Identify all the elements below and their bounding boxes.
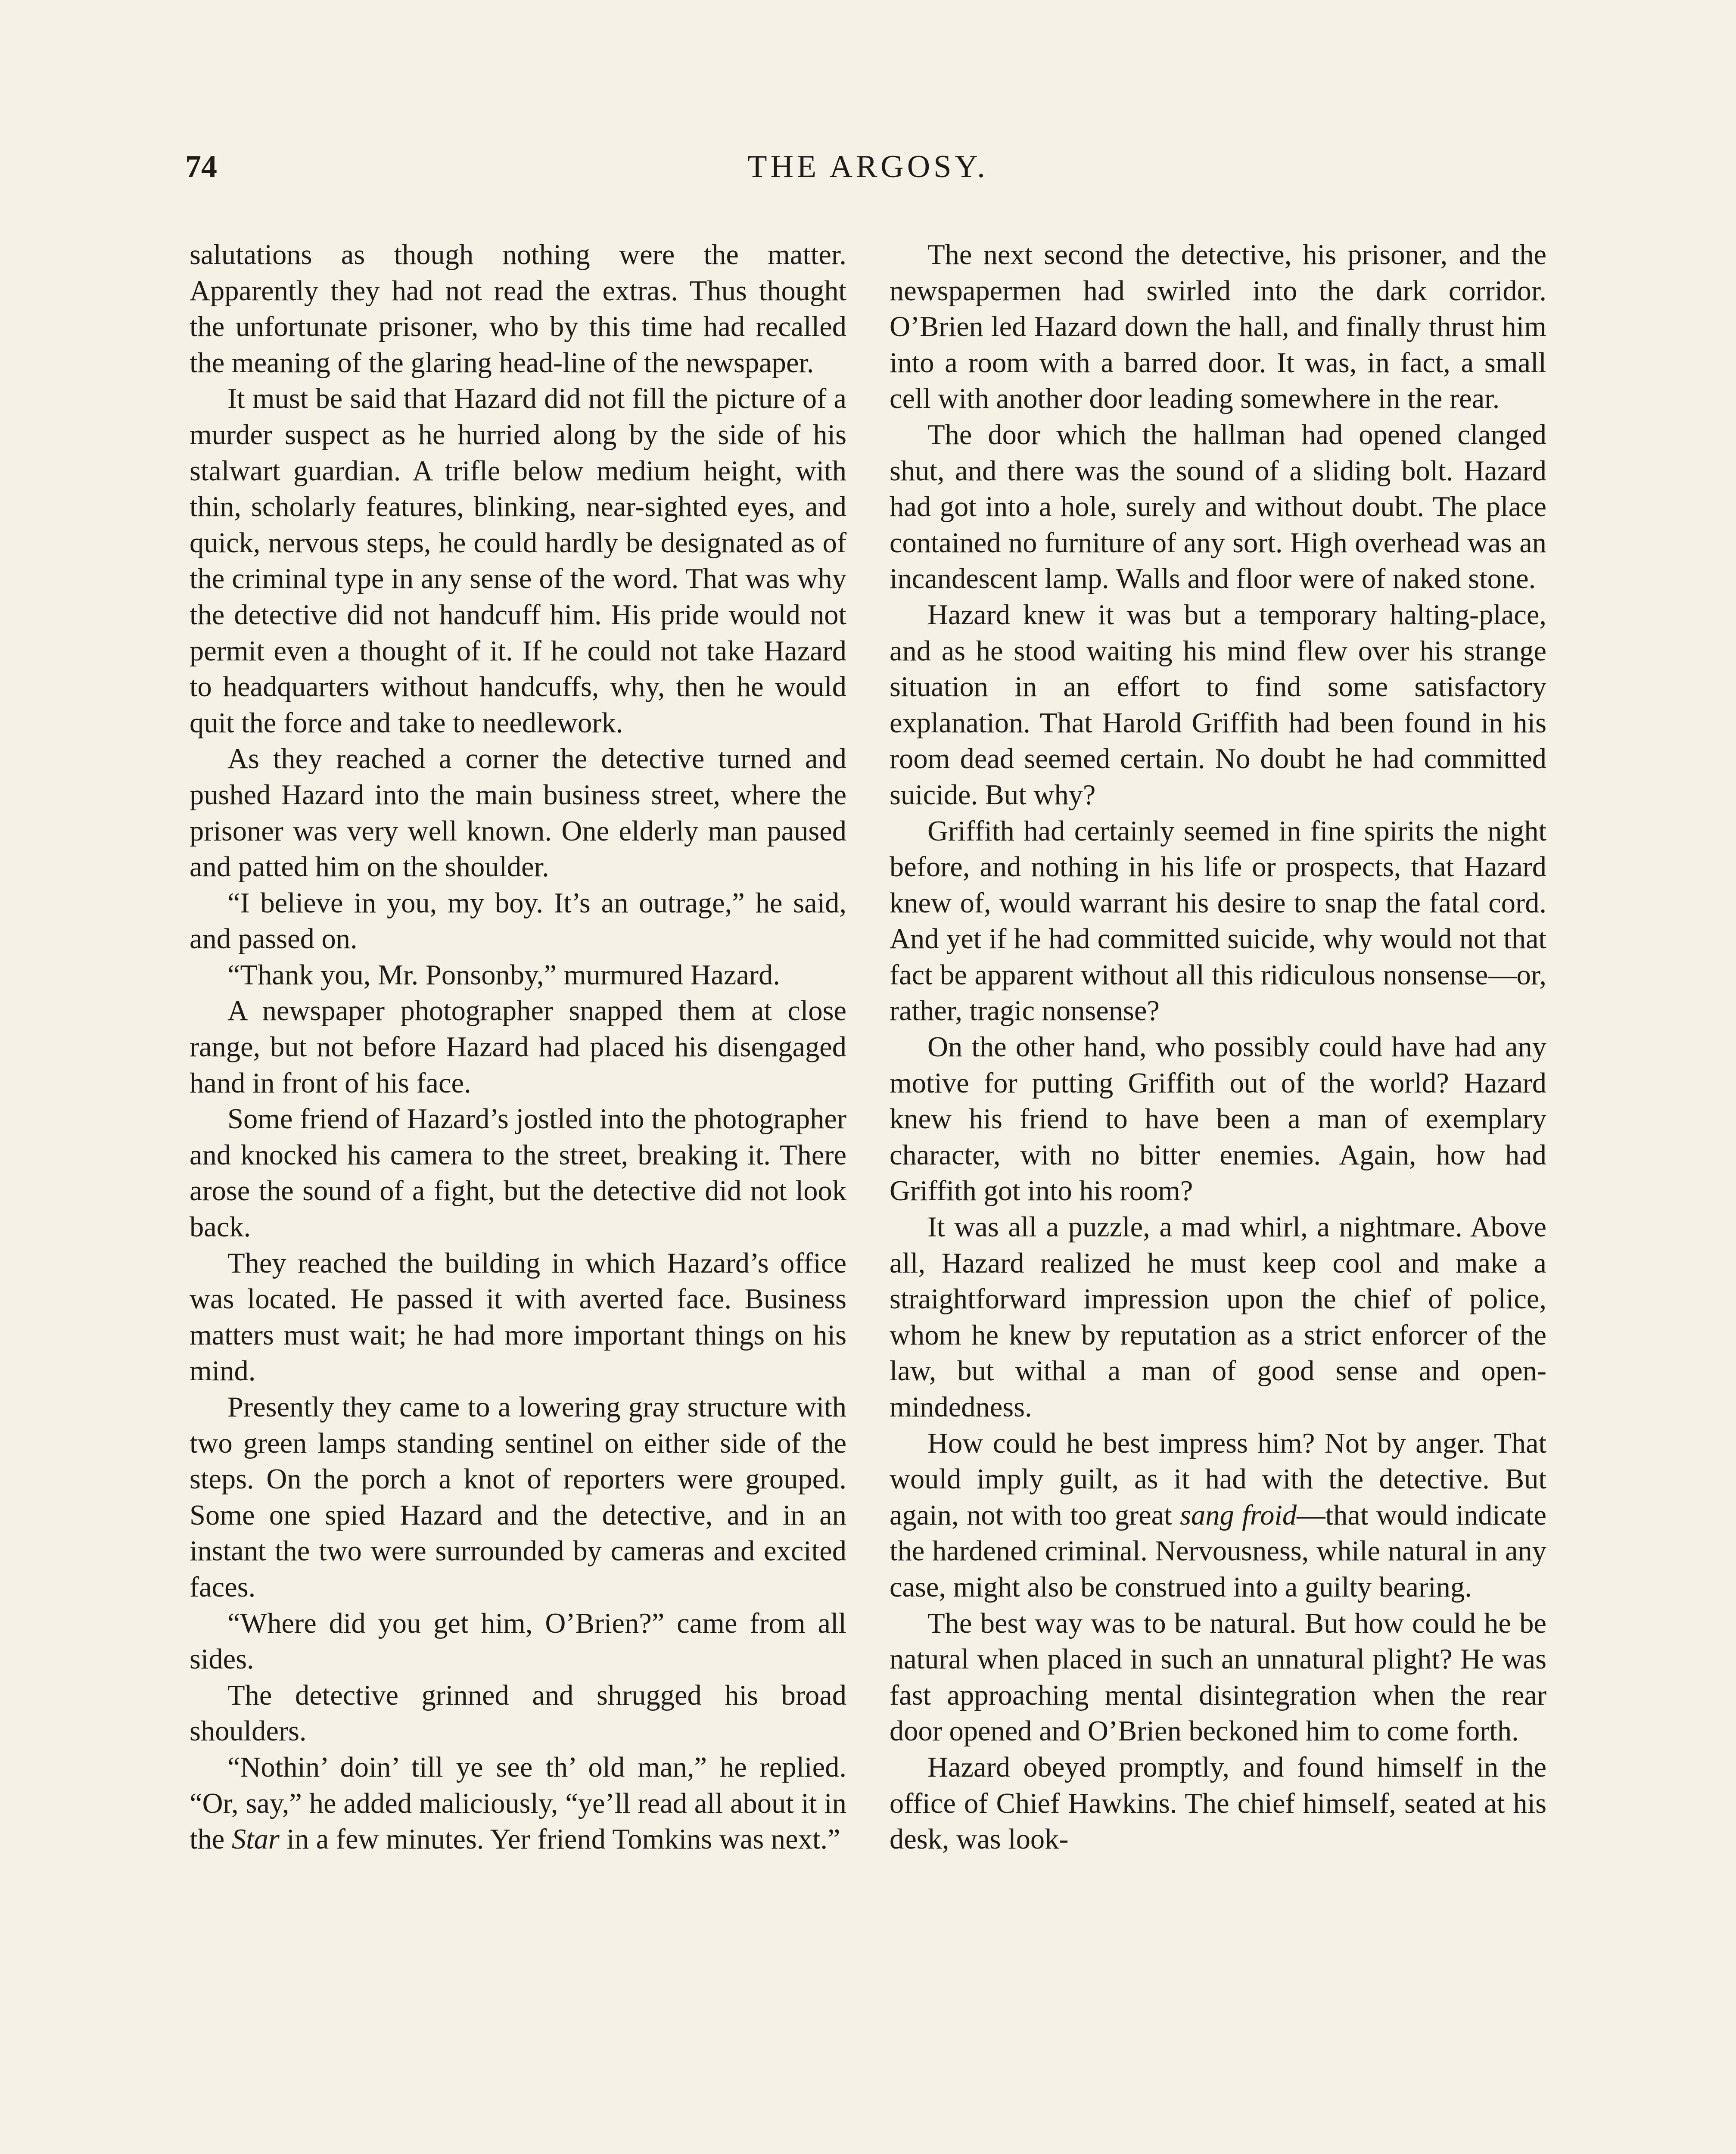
paragraph: On the other hand, who possibly could have had any motive for putting Griffith out of the world? Hazard knew his friend to have been a man of exemplary character, with no bitter enemies. Again, how had Griffith got into his room?	[890, 1031, 1546, 1207]
paragraph	[890, 1426, 1546, 1606]
italic-text: sang froid	[1180, 1499, 1297, 1531]
paragraph: Hazard knew it was but a temporary halting-place, and as he stood waiting his mind flew over his strange situation in an effort to find some satisfactory explanation. That Harold Griffith had been found in his room dead seemed certain. No doubt he had committed suicide. But why?	[890, 599, 1546, 811]
paragraph: A newspaper photographer snapped them at close range, but not before Hazard had placed his disengaged hand in front of his face.	[190, 995, 846, 1099]
paragraph: As they reached a corner the detective turned and pushed Hazard into the main business street, where the prisoner was very well known. One elderly man paused and patted him on the shoulder.	[190, 743, 846, 883]
paragraph: The best way was to be natural. But how could he be natural when placed in such an unnatural plight? He was fast approaching mental disintegration when the rear door opened and O’Brien beckoned him to come forth.	[890, 1607, 1546, 1747]
italic-text: Star	[231, 1824, 280, 1855]
paragraph: The door which the hallman had opened clanged shut, and there was the sound of a sliding bolt. Hazard had got into a hole, surely and without doubt. The place contained no furniture of any sort. High overhead was an incandescent lamp. Walls and floor were of naked stone.	[890, 419, 1546, 595]
paragraph	[190, 1749, 846, 1858]
text-run: —that would indicate the hardened criminal. Nervousness, while natural in any case, might also be construed into a guilty bearing.	[890, 1499, 1546, 1603]
paragraph: Presently they came to a lowering gray structure with two green lamps standing sentinel on either side of the steps. On the porch a knot of reporters were grouped. Some one spied Hazard and the detective, and in an instant the two were surrounded by cameras and excited faces.	[190, 1391, 846, 1603]
running-head: THE ARGOSY.	[747, 149, 989, 184]
paragraph: “I believe in you, my boy. It’s an outrage,” he said, and passed on.	[190, 887, 846, 955]
paragraph: Hazard obeyed promptly, and found himself in the office of Chief Hawkins. The chief himself, seated at his desk, was look-	[890, 1751, 1546, 1855]
paragraph: “Thank you, Mr. Ponsonby,” murmured Hazard.	[227, 959, 780, 991]
paragraph: Griffith had certainly seemed in fine spirits the night before, and nothing in his life or prospects, that Hazard knew of, would warrant his desire to snap the fatal cord. And yet if he had committed suicide, why would not that fact be apparent without all this ridiculous nonsense—or, rather, tragic nonsense?	[890, 815, 1546, 1027]
paragraph: The next second the detective, his prisoner, and the newspapermen had swirled into the dark corridor. O’Brien led Hazard down the hall, and finally thrust him into a room with a barred door. It was, in fact, a small cell with another door leading somewhere in the rear.	[890, 239, 1546, 415]
paragraph: Some friend of Hazard’s jostled into the photographer and knocked his camera to the street, breaking it. There arose the sound of a fight, but the detective did not look back.	[190, 1103, 846, 1243]
paragraph: The detective grinned and shrugged his broad shoulders.	[190, 1679, 846, 1747]
paragraph: “Where did you get him, O’Brien?” came from all sides.	[190, 1607, 846, 1675]
paragraph: salutations as though nothing were the matter. Apparently they had not read the extras. Thus thought the unfortunate prisoner, who by this time had recalled the meaning of the glaring head-line of the newspaper.	[190, 239, 846, 379]
text-run: in a few minutes. Yer friend Tomkins was next.”	[279, 1824, 840, 1855]
right-column	[890, 237, 1546, 1858]
paragraph: They reached the building in which Hazard’s office was located. He passed it with averted face. Business matters must wait; he had more important things on his mind.	[190, 1247, 846, 1387]
text-run: How could he best impress him? Not by anger. That would imply guilt, as it had with the detective. But again, not with too great	[890, 1427, 1546, 1531]
text-run: “Nothin’ doin’ till ye see th’ old man,” he replied. “Or, say,” he added maliciously, “ye’ll read all about it in the	[190, 1751, 846, 1855]
paragraph: It was all a puzzle, a mad whirl, a nightmare. Above all, Hazard realized he must keep cool and make a straightforward impression upon the chief of police, whom he knew by reputation as a strict enforcer of the law, but withal a man of good sense and open-mindedness.	[890, 1211, 1546, 1423]
page-number: 74	[185, 149, 217, 184]
left-column	[190, 237, 846, 1858]
paragraph: It must be said that Hazard did not fill the picture of a murder suspect as he hurried along by the side of his stalwart guardian. A trifle below medium height, with thin, scholarly features, blinking, near-sighted eyes, and quick, nervous steps, he could hardly be designated as of the criminal type in any sense of the word. That was why the detective did not handcuff him. His pride would not permit even a thought of it. If he could not take Hazard to headquarters without handcuffs, why, then he would quit the force and take to needlework.	[190, 383, 846, 739]
